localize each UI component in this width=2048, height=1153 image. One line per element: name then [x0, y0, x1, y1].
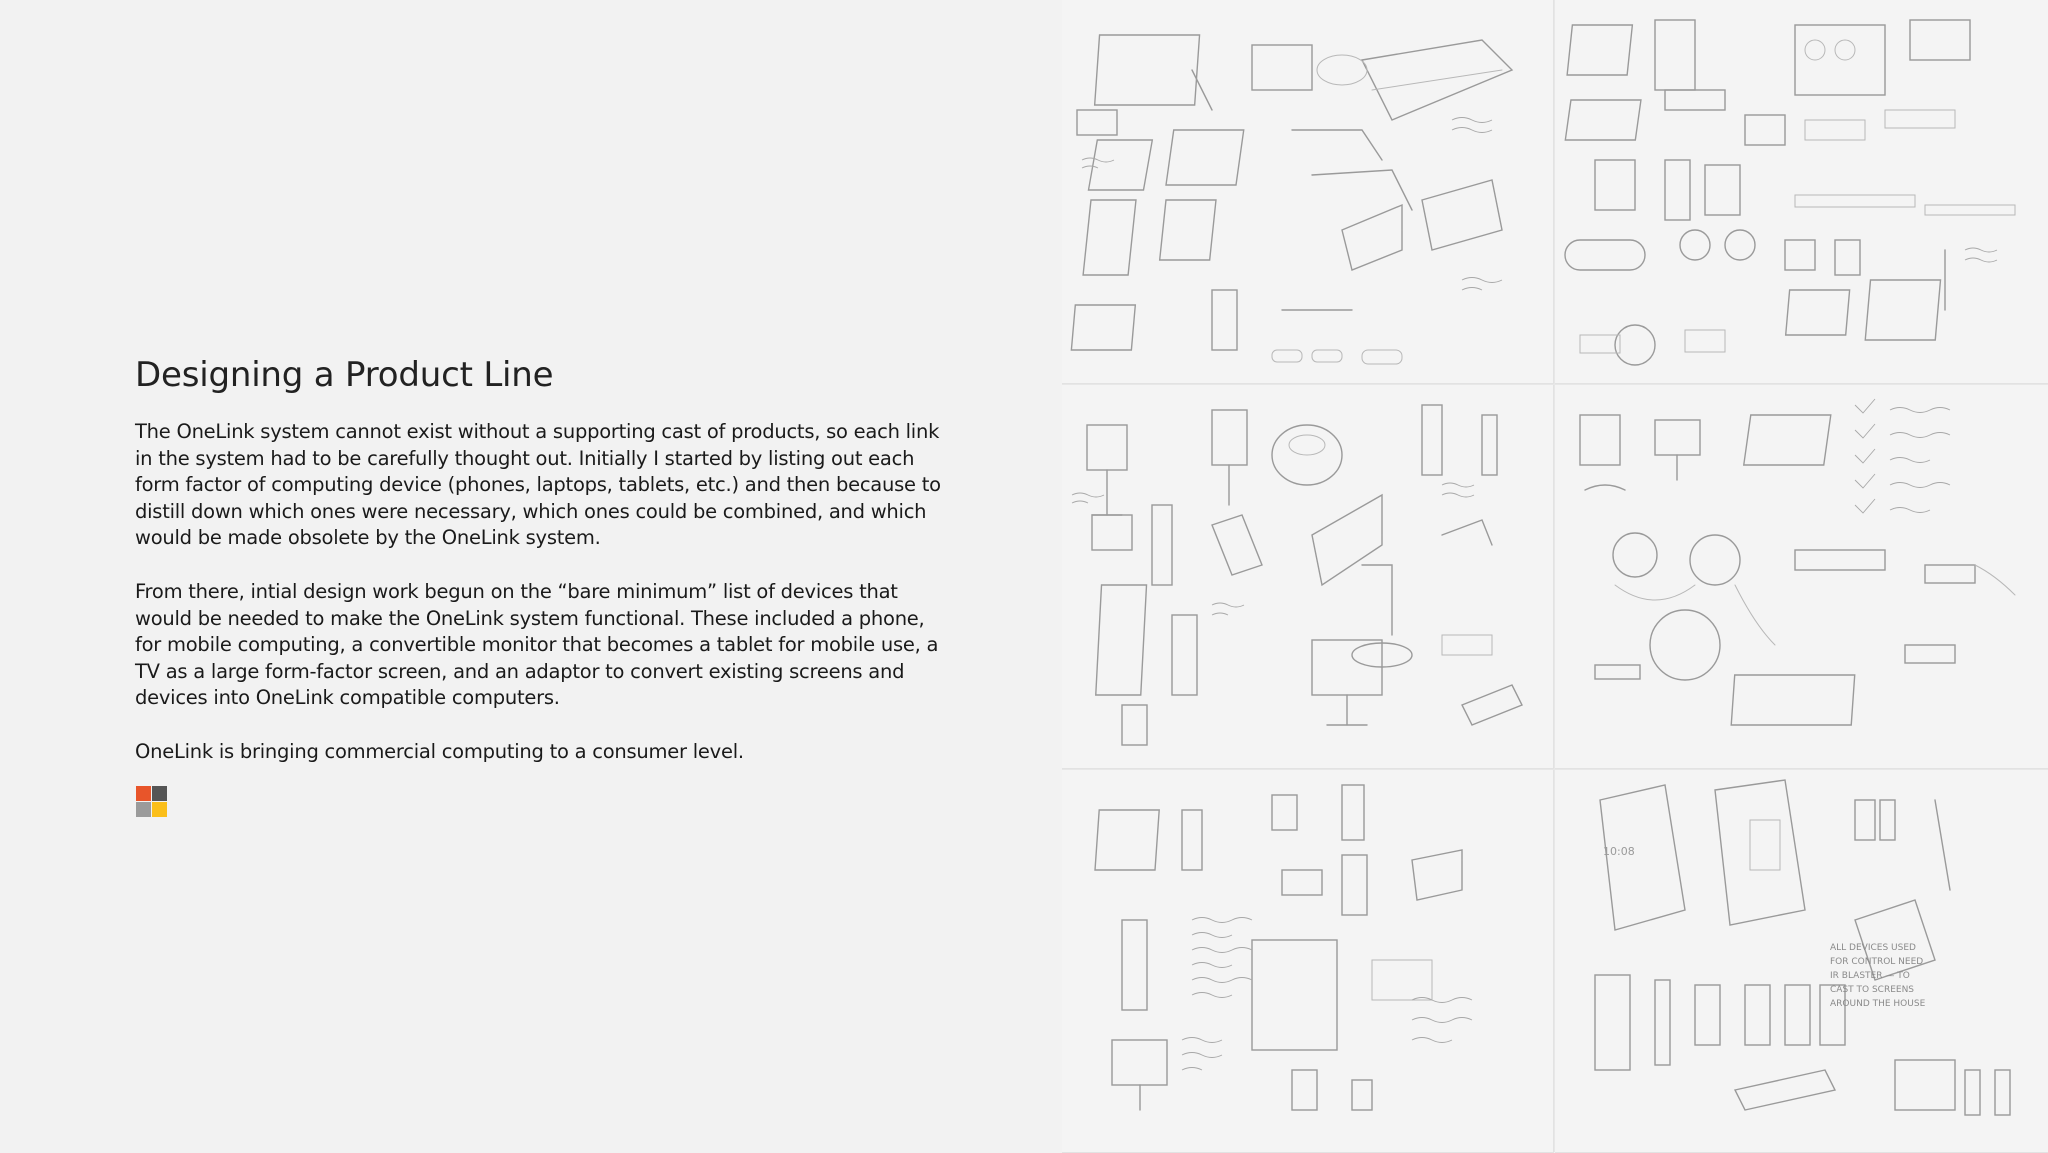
sketch-note-time: 10:08	[1603, 845, 1635, 858]
sketch-panel-6	[1555, 770, 2048, 1153]
sketch-panel-5	[1062, 770, 1554, 1153]
logo-tile-bottom-right	[152, 802, 167, 817]
sketch-gallery	[1062, 0, 2048, 1152]
sketch-note-ir: ALL DEVICES USED FOR CONTROL NEED IR BLASTER — TO CAST TO SCREENS AROUND THE HOUSE	[1830, 943, 1926, 1009]
logo-tile-bottom-left	[136, 802, 151, 817]
article	[135, 355, 955, 793]
sketch-panel-1	[1062, 0, 1554, 384]
sketch-panel-2	[1555, 0, 2048, 384]
page-title: Designing a Product Line	[135, 355, 554, 395]
paragraph-design-work: From there, intial design work begun on the “bare minimum” list of devices that would be needed to make the OneLink system functional. These included a phone, for mobile computing, a convertible monitor that becomes a tablet for mobile use, a TV as a large form-factor screen, and an adaptor to convert existing screens and devices into OneLink compatible computers.	[135, 579, 939, 710]
brand-logo-icon	[136, 786, 167, 817]
sketch-panel-3	[1062, 385, 1554, 769]
logo-tile-top-right	[152, 786, 167, 801]
paragraph-tagline: OneLink is bringing commercial computing to a consumer level.	[135, 739, 744, 763]
paragraph-intro: The OneLink system cannot exist without a supporting cast of products, so each link in the system had to be carefully thought out. Initially I started by listing out each form factor of computing device (phones, laptops, tablets, etc.) and then because to distill down which ones were necessary, which ones could be combined, and which would be made obsolete by the OneLink system.	[135, 420, 941, 550]
logo-tile-top-left	[136, 786, 151, 801]
sketch-panel-4	[1555, 385, 2048, 769]
